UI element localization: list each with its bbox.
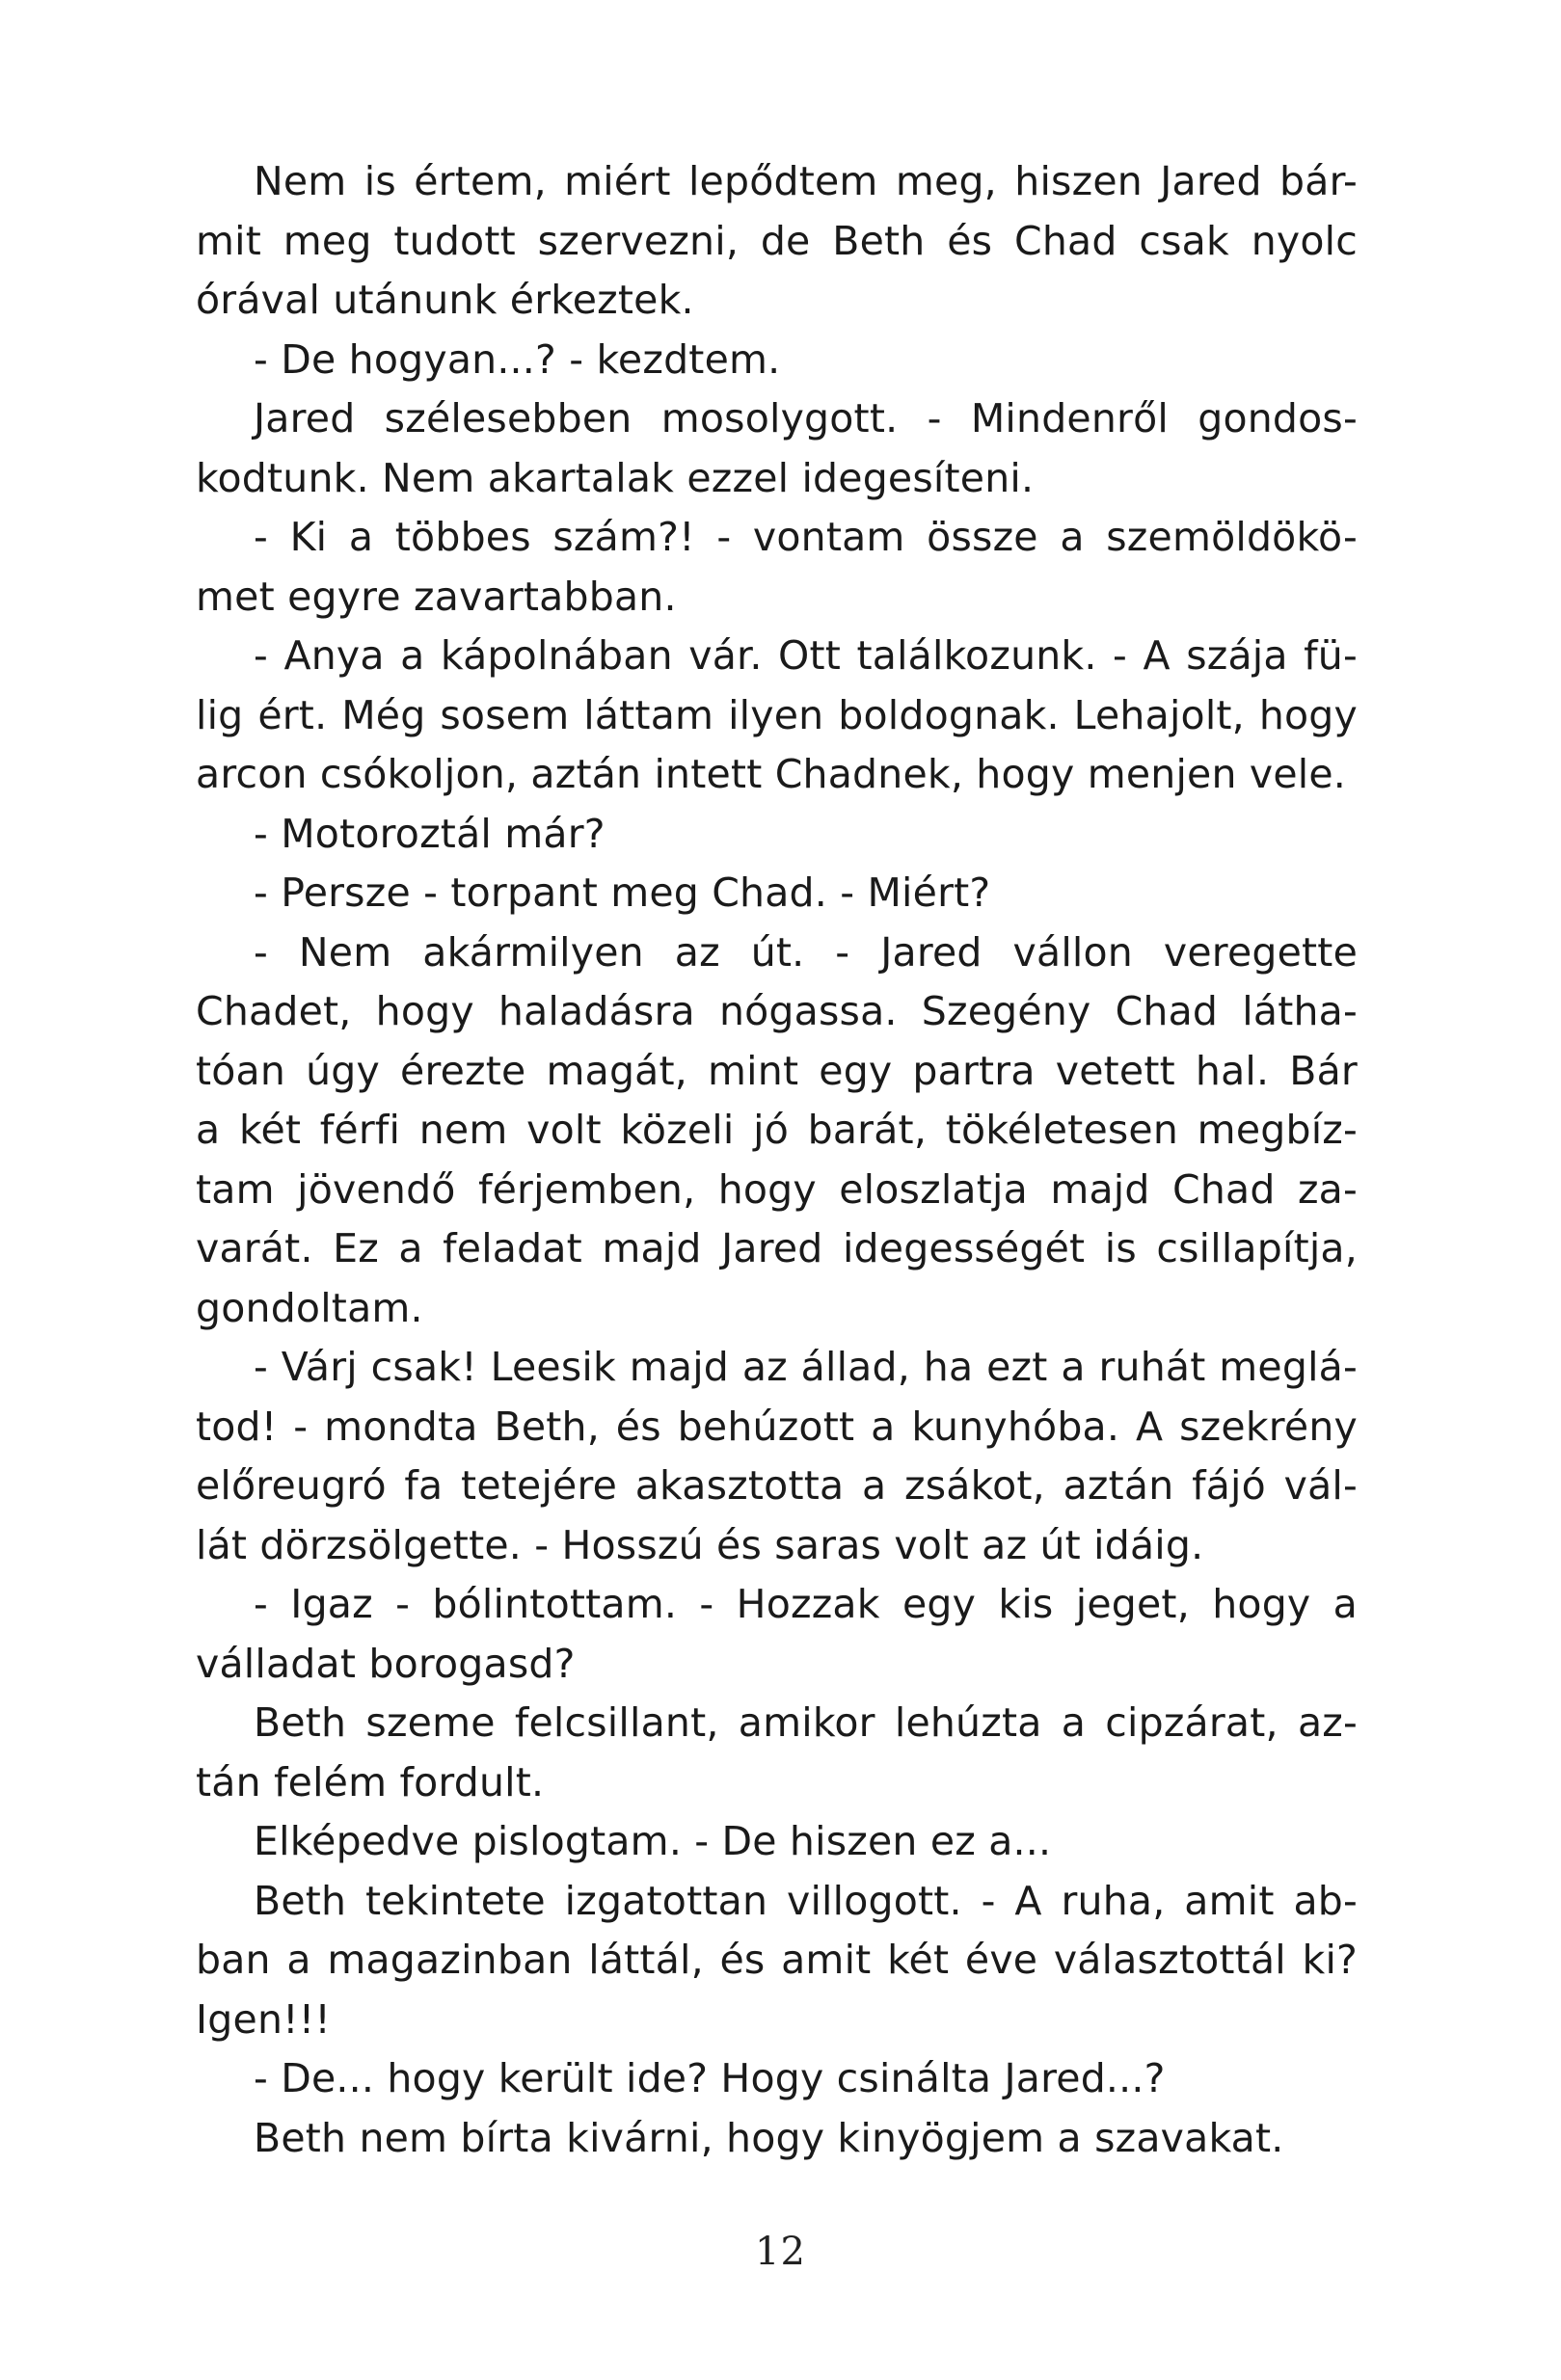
text-line: lát dörzsölgette. - Hosszú és saras volt az út idáig. bbox=[196, 1521, 1204, 1568]
text-line: - Nem akármilyen az út. - Jared vállon veregette bbox=[254, 928, 1358, 976]
text-line: Jared szélesebben mosolygott. - Mindenről gondos- bbox=[254, 395, 1358, 441]
text-line: Nem is értem, miért lepődtem meg, hiszen Jared bár- bbox=[254, 158, 1358, 204]
text-line: - De... hogy került ide? Hogy csinálta Jared...? bbox=[254, 2055, 1166, 2101]
text-line: lig ért. Még sosem láttam ilyen boldognak. Lehajolt, hogy bbox=[196, 691, 1358, 738]
text-line: mit meg tudott szervezni, de Beth és Chad csak nyolc bbox=[196, 217, 1358, 264]
text-line: tam jövendő férjemben, hogy eloszlatja majd Chad za- bbox=[196, 1165, 1358, 1213]
text-line: tod! - mondta Beth, és behúzott a kunyhóba. A szekrény bbox=[196, 1403, 1358, 1450]
text-line: Elképedve pislogtam. - De hiszen ez a... bbox=[254, 1818, 1052, 1864]
text-line: arcon csókoljon, aztán intett Chadnek, hogy menjen vele. bbox=[196, 751, 1347, 797]
text-line: tán felém fordult. bbox=[196, 1758, 545, 1805]
text-line: ban a magazinban láttál, és amit két éve választottál ki? bbox=[196, 1937, 1358, 1983]
text-line: órával utánunk érkeztek. bbox=[196, 277, 694, 323]
text-line: Igen!!! bbox=[196, 1995, 332, 2043]
text-line: varát. Ez a feladat majd Jared idegességét is csillapítja, bbox=[196, 1225, 1358, 1271]
text-line: gondoltam. bbox=[196, 1284, 423, 1331]
text-line: met egyre zavartabban. bbox=[196, 573, 677, 620]
text-line: Chadet, hogy haladásra nógassa. Szegény Chad látha- bbox=[196, 988, 1358, 1034]
page-number: 12 bbox=[755, 2230, 806, 2274]
text-line: Beth szeme felcsillant, amikor lehúzta a cipzárat, az- bbox=[254, 1699, 1358, 1746]
text-line: előreugró fa tetejére akasztotta a zsákot, aztán fájó vál- bbox=[196, 1462, 1358, 1509]
text-line: - Várj csak! Leesik majd az állad, ha ezt a ruhát meglá- bbox=[254, 1344, 1358, 1390]
text-line: - Igaz - bólintottam. - Hozzak egy kis jeget, hogy a bbox=[254, 1581, 1358, 1627]
text-line: - Anya a kápolnában vár. Ott találkozunk. - A szája fü- bbox=[254, 632, 1358, 679]
text-line: a két férfi nem volt közeli jó barát, tökéletesen megbíz- bbox=[196, 1107, 1358, 1153]
text-line: válladat borogasd? bbox=[196, 1640, 576, 1687]
text-line: - Motoroztál már? bbox=[254, 810, 606, 857]
text-line: - Ki a többes szám?! - vontam össze a szemöldökö- bbox=[254, 514, 1358, 560]
text-line: - De hogyan...? - kezdtem. bbox=[254, 335, 781, 383]
text-line: Beth tekintete izgatottan villogott. - A ruha, amit ab- bbox=[254, 1877, 1358, 1924]
text-line: kodtunk. Nem akartalak ezzel idegesíteni. bbox=[196, 454, 1035, 501]
text-line: Beth nem bírta kivárni, hogy kinyögjem a szavakat. bbox=[254, 2114, 1284, 2161]
text-line: - Persze - torpant meg Chad. - Miért? bbox=[254, 869, 991, 916]
body-text bbox=[196, 152, 1358, 2168]
text-line: tóan úgy érezte magát, mint egy partra vetett hal. Bár bbox=[196, 1047, 1358, 1094]
